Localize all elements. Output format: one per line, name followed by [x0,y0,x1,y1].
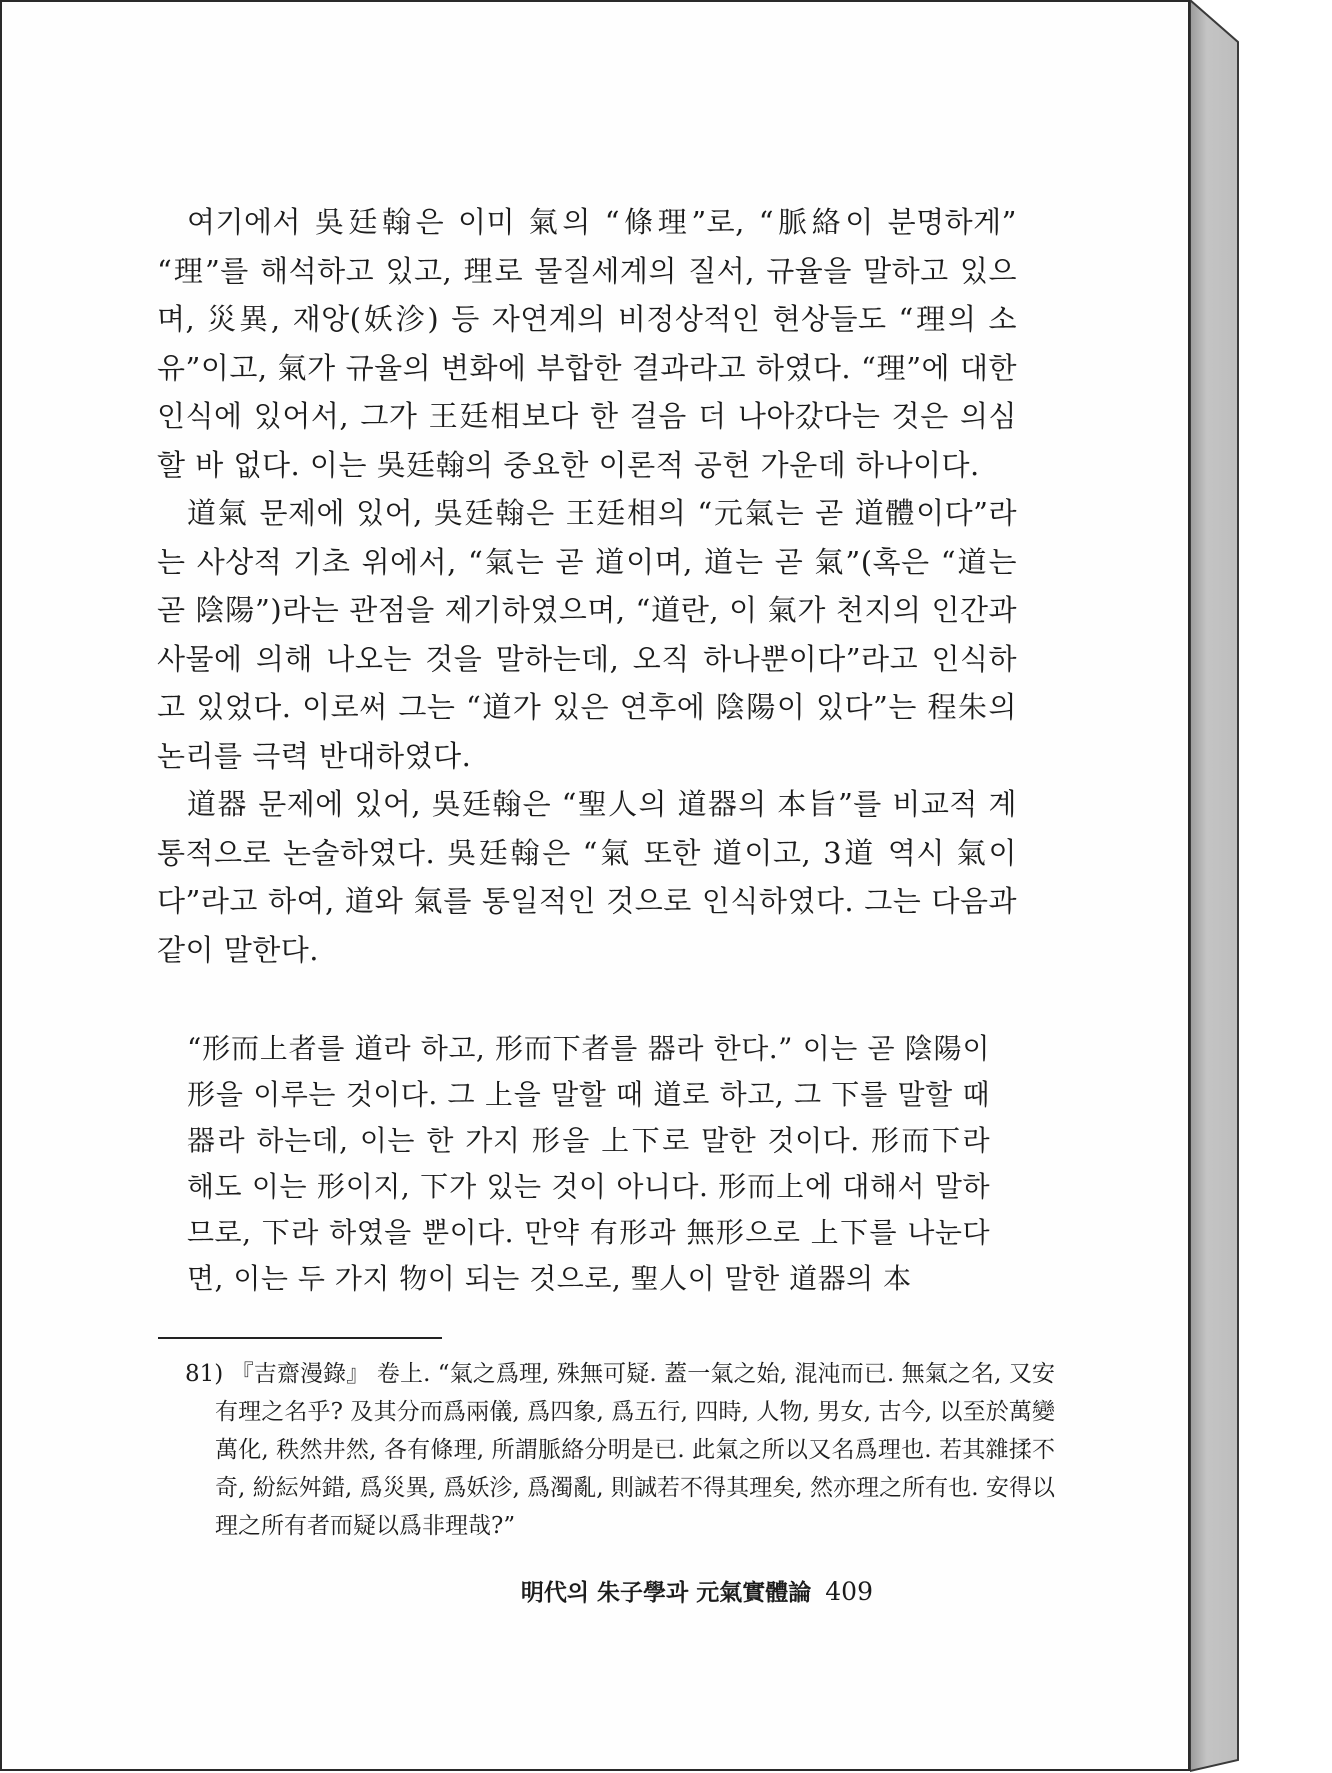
body-paragraph-1: 여기에서 吳廷翰은 이미 氣의 “條理”로, “脈絡이 분명하게” “理”를 해석하고 있고, 理로 물질세계의 질서, 규율을 말하고 있으며, 災異, 재앙(妖沴) 등 자연계의 비정상적인 현상들도 “理의 소유”이고, 氣가 규율의 변화에 부합한 결과라고 하였다. “理”에 대한 인식에 있어서, 그가 王廷相보다 한 걸음 더 나아갔다는 것은 의심할 바 없다. 이는 吳廷翰의 중요한 이론적 공헌 가운데 하나이다. [157,205,1017,482]
footnote-text: 『吉齋漫錄』 卷上. “氣之爲理, 殊無可疑. 蓋一氣之始, 混沌而已. 無氣之名, 又安有理之名乎? 及其分而爲兩儀, 爲四象, 爲五行, 四時, 人物, 男女, 古今, 以至於萬變萬化, 秩然井然, 各有條理, 所謂脈絡分明是已. 此氣之所以又名爲理也. 若其雜揉不奇, 紛紜舛錯, 爲災異, 爲妖沴, 爲濁亂, 則誠若不得其理矣, 然亦理之所有也. 安得以理之所有者而疑以爲非理哉?” [215,1361,1055,1539]
page-number: 409 [825,1577,873,1606]
footnote-divider [158,1337,442,1339]
body-paragraph-2: 道氣 문제에 있어, 吳廷翰은 王廷相의 “元氣는 곧 道體이다”라는 사상적 기초 위에서, “氣는 곧 道이며, 道는 곧 氣”(혹은 “道는 곧 陰陽”)라는 관점을 제기하였으며, “道란, 이 氣가 천지의 인간과 사물에 의해 나오는 것을 말하는데, 오직 하나뿐이다”라고 인식하고 있었다. 이로써 그는 “道가 있은 연후에 陰陽이 있다”는 程朱의 논리를 극력 반대하였다. [157,496,1017,773]
footnote-number: 81) [185,1361,224,1387]
block-quote-text: “形而上者를 道라 하고, 形而下者를 器라 한다.” 이는 곧 陰陽이 形을 이루는 것이다. 그 上을 말할 때 道로 하고, 그 下를 말할 때 器라 하는데, 이는 한 가지 形을 上下로 말한 것이다. 形而下라 해도 이는 形이지, 下가 있는 것이 아니다. 形而上에 대해서 말하므로, 下라 하였을 뿐이다. 만약 有形과 無形으로 上下를 나눈다면, 이는 두 가지 物이 되는 것으로, 聖人이 말한 道器의 本 [187,1032,990,1295]
running-footer-title: 明代의 朱子學과 元氣實體論 [520,1579,812,1606]
running-footer [521,1574,873,1607]
block-quote [187,1026,990,1302]
body-paragraph-3: 道器 문제에 있어, 吳廷翰은 “聖人의 道器의 本旨”를 비교적 계통적으로 논술하였다. 吳廷翰은 “氣 또한 道이고, 3道 역시 氣이다”라고 하여, 道와 氣를 통일적인 것으로 인식하였다. 그는 다음과 같이 말한다. [157,787,1017,967]
body-text [157,198,1017,974]
footnote [185,1355,1055,1545]
